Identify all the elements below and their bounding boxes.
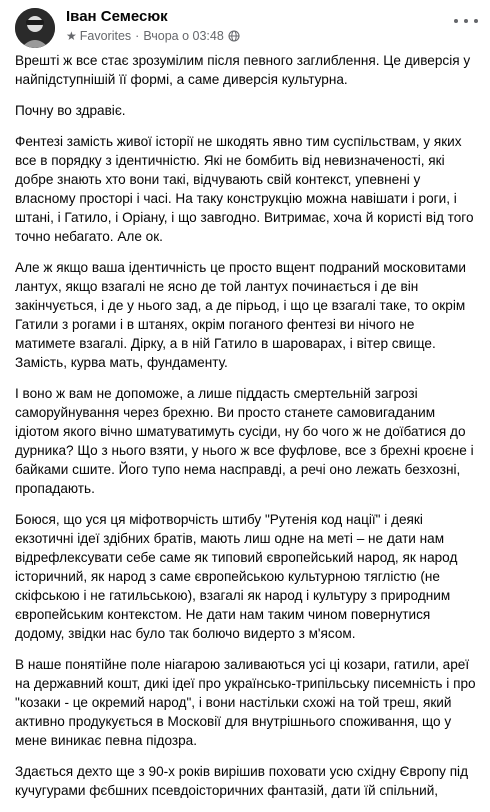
- favorites-star-icon: ★: [66, 29, 77, 43]
- post-meta: [66, 29, 240, 43]
- post-paragraph: Здається дехто ще з 90-х років вирішив поховати усю східну Європу під кучугурами фєбшних псевдоісторичних фантазій, дати їй спільний,: [15, 764, 469, 798]
- avatar-image: [15, 8, 55, 48]
- post-timestamp[interactable]: Вчора о 03:48: [143, 29, 224, 43]
- post-body: [15, 51, 477, 812]
- author-name[interactable]: Іван Семесюк: [66, 8, 168, 25]
- post-paragraph: В наше понятійне поле ніагарою заливаються усі ці козари, гатили, ареї на державний кошт, дикі ідеї про українсько-трипільську писемність і про "козаки - це окремий народ", і вони настільки схожі на той треш, який активно продукується в Московії для внутрішнього споживання, що у мене виникає певна підозра.: [15, 657, 476, 748]
- meta-separator: ·: [135, 29, 140, 43]
- post-header: [0, 0, 490, 54]
- post-paragraph: Почну во здравіє.: [15, 103, 126, 118]
- audience-label[interactable]: Favorites: [79, 29, 132, 43]
- post-paragraph: Але ж якщо ваша ідентичність це просто вщент подраний московитами лантух, якщо взагалі не ясно де той лантух починається і де він закінчується, і де у нього зад, а де пірьод, і що це взагалі таке, то окрім Гатили з рогами і в штанях, окрім поганого фентезі ви нічого не матимете взагалі. Дірку, а в ній Гатило в шароварах, і вітер свище. Замість, курва мать, фундаменту.: [15, 260, 466, 370]
- post-paragraph: Боюся, що уся ця міфотворчість штибу "Рутенія код нації" і деякі екзотичні ідеї здібних братів, мають лиш одне на меті – не дати нам відрефлексувати себе саме як типовий європейський народ, як народ історичний, як народ з саме європейською культурною тяглістю (не скіфською і не гатильською), взагалі як народ і культуру з природним європейським контекстом. Не дати нам таким чином повернутися додому, звідки нас було так болючо видерто з м'ясом.: [15, 512, 458, 641]
- avatar[interactable]: [15, 8, 55, 48]
- globe-icon: [228, 30, 240, 42]
- post-paragraph: Врешті ж все стає зрозумілим після певного заглиблення. Це диверсія у найпідступнішій її формі, а саме диверсія культурна.: [15, 53, 471, 87]
- more-options-icon[interactable]: [454, 14, 478, 28]
- post-paragraph: Фентезі замість живої історії не шкодять явно тим суспільствам, у яких все в порядку з ідентичністю. Які не бомбить від невизначеності, які добре знають хто вони такі, відчувають свій контекст, упевнені у власному просторі і часі. На таку конструкцію можна навішати і роги, і штані, і Гатило, і Оріану, і що завгодно. Витримає, хоча й користі від того точно небагато. Але ок.: [15, 134, 474, 244]
- post-paragraph: І воно ж вам не допоможе, а лише піддасть смертельній загрозі саморуйнування через брехню. Ви просто станете самовигаданим ідіотом якого вічно шматуватимуть сусіди, ну бо чого ж не доїбатися до дурника? Що з нього взяти, у нього ж все фуфлове, все з брехні кроєне і байками сшите. Його тупо нема насправді, а речі оно лежать безхозні, пропадають.: [15, 386, 474, 496]
